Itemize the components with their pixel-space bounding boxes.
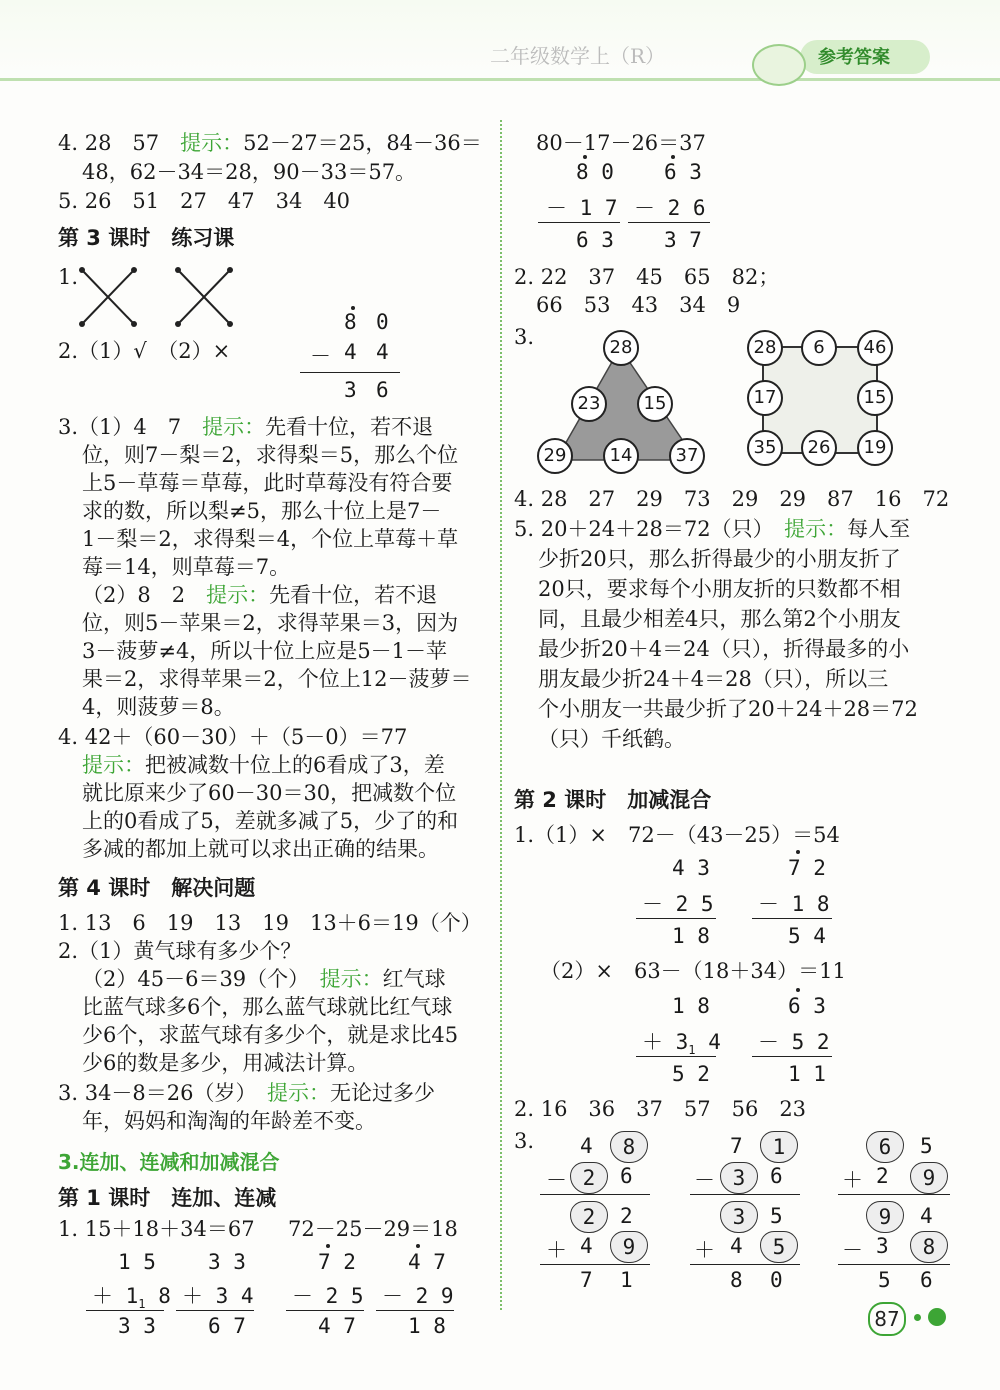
sq-node: 17 [747, 380, 783, 416]
calc-rule [176, 1310, 254, 1311]
m2: （2）× 63－（18＋34）＝11 [540, 959, 846, 983]
v80-tens: 8 [344, 310, 357, 334]
hB-digit: 5 [770, 1204, 783, 1228]
hB-digit: 8 [730, 1268, 743, 1292]
m1b-r2: － 1 8 [758, 892, 830, 916]
calc-rule [752, 918, 832, 919]
hA-digit: 7 [580, 1268, 593, 1292]
q4-line: 多减的都加上就可以求出正确的结果。 [82, 837, 439, 861]
cb-r1: 3 3 [208, 1250, 246, 1274]
heart-icon: 3 [720, 1162, 758, 1194]
sq-node: 6 [801, 330, 837, 366]
borrow-dot [326, 1244, 330, 1248]
e1: 1. 15＋18＋34＝67 [58, 1217, 255, 1241]
m1b-r1: 7 2 [788, 856, 826, 880]
heart-icon: 9 [610, 1231, 648, 1263]
hA-digit: 4 [580, 1134, 593, 1158]
calc-rule [838, 1264, 950, 1265]
q3-line: 3－菠萝≠4，所以十位上应是5－1－苹 [82, 639, 448, 663]
e2: 72－25－29＝18 [288, 1217, 458, 1241]
m2a-r2: ＋ $3_1$ 4 [642, 1030, 721, 1058]
hB-digit: 7 [730, 1134, 743, 1158]
hB-op: ＋ [694, 1238, 715, 1262]
v36-ones: 6 [376, 378, 389, 402]
r5: 5. 20＋24＋28＝72（只） 提示：每人至 [514, 517, 911, 541]
section-3-heading: 3.连加、连减和加减混合 [58, 1150, 280, 1174]
v44-op: － [310, 344, 331, 368]
s-line: 比蓝气球多6个，那么蓝气球就比红气球 [82, 995, 453, 1019]
borrow-dot [796, 988, 800, 992]
s1: 1. 13 6 19 13 19 13＋6＝19（个） [58, 911, 482, 935]
hB-op: － [694, 1168, 715, 1192]
m2a-r1: 1 8 [672, 994, 710, 1018]
v80-ones: 0 [376, 310, 389, 334]
q3-1: 3.（1）4 7 提示：先看十位，若不退 [58, 415, 434, 439]
calc-rule [86, 1310, 164, 1311]
heart-icon: 9 [866, 1201, 904, 1233]
answer-badge-label: 参考答案 [818, 47, 890, 68]
calc-rule [636, 1056, 716, 1057]
calc-rule [540, 1194, 650, 1195]
sq-node: 46 [857, 330, 893, 366]
q2-answer: 2.（1）√ （2）× [58, 339, 231, 363]
calc-rule [538, 222, 620, 223]
s7: 3. 34－8＝26（岁） 提示：无论过多少 [58, 1081, 436, 1105]
s2: 2.（1）黄气球有多少个？ [58, 939, 302, 963]
borrow-dot [796, 850, 800, 854]
q4: 4. 42＋（60－30）＋（5－0）＝77 [58, 725, 408, 749]
heart-icon: 2 [570, 1201, 608, 1233]
r-line: 20只，要求每个小朋友折的只数都不相 [538, 577, 901, 601]
m1a-r1: 4 3 [672, 856, 710, 880]
q3-line: 果＝2，求得苹果＝2，个位上12－菠萝＝ [82, 667, 472, 691]
hA-digit: 6 [620, 1164, 633, 1188]
tri-node: 23 [571, 386, 607, 422]
s3: （2）45－6＝39（个） 提示：红气球 [82, 967, 446, 991]
q1-label: 1. [58, 265, 79, 289]
v2-r3: 3 7 [664, 228, 702, 252]
hC-digit: 5 [878, 1268, 891, 1292]
q3-line: 莓＝14，则草莓＝7。 [82, 555, 291, 579]
r2a: 2. 22 37 45 65 82； [514, 265, 780, 289]
faded-title: 二年级数学上（R） [490, 44, 666, 68]
q4-hint: 提示：把被减数十位上的6看成了3，差 [82, 753, 445, 777]
q3-2: （2）8 2 提示：先看十位，若不退 [82, 583, 438, 607]
q3-line: 位，则5－苹果＝2，求得苹果＝3，因为 [82, 611, 459, 635]
m2b-r1: 6 3 [788, 994, 826, 1018]
q3-line: 求的数，所以梨≠5，那么十位上是7－ [82, 499, 442, 523]
cb-r2: ＋ 3 4 [182, 1284, 254, 1308]
page-number: 87 [868, 1302, 906, 1336]
ca-r3: 3 3 [118, 1314, 156, 1338]
sq-node: 28 [747, 330, 783, 366]
header-rule [0, 78, 1000, 81]
r-line: 少折20只，那么折得最少的小朋友折了 [538, 547, 901, 571]
q4-line: 就比原来少了60－30＝30，把减数个位 [82, 781, 457, 805]
calc-rule [286, 1310, 364, 1311]
s-line: 年，妈妈和淘淘的年龄差不变。 [82, 1109, 376, 1133]
q3-line: 上5－草莓＝草莓，此时草莓没有符合要 [82, 471, 453, 495]
cd-r1: 4 7 [408, 1250, 446, 1274]
lesson-1-heading: 第 1 课时 连加、连减 [58, 1186, 277, 1210]
tri-node: 37 [669, 438, 705, 474]
q3-line: 位，则7－梨＝2，求得梨＝5，那么个位 [82, 443, 459, 467]
calc-rule [838, 1194, 950, 1195]
hC-digit: 6 [920, 1268, 933, 1292]
tri-node: 15 [637, 386, 673, 422]
page-dot-icon [928, 1308, 946, 1326]
cb-r3: 6 7 [208, 1314, 246, 1338]
matching-lines [78, 266, 238, 328]
heart-icon: 8 [910, 1231, 948, 1263]
m1a-r3: 1 8 [672, 924, 710, 948]
column-divider [500, 120, 502, 1310]
q3-line: 4，则菠萝＝8。 [82, 695, 235, 719]
r-line: 朋友最少折24＋4＝28（只），所以三 [538, 667, 889, 691]
calc-rule [300, 372, 400, 373]
hA-op: － [546, 1168, 567, 1192]
hA-digit: 4 [580, 1234, 593, 1258]
v44-ones: 4 [376, 340, 389, 364]
sq-node: 15 [857, 380, 893, 416]
heart-icon: 2 [570, 1162, 608, 1194]
heart-icon: 9 [910, 1162, 948, 1194]
n3-label: 3. [514, 1129, 535, 1153]
v36-tens: 3 [344, 378, 357, 402]
heart-icon: 3 [720, 1201, 758, 1233]
sq-node: 26 [801, 430, 837, 466]
calc-rule [690, 1264, 800, 1265]
sq-node: 35 [747, 430, 783, 466]
borrow-dot [583, 155, 587, 159]
lesson-3-heading: 第 3 课时 练习课 [58, 226, 235, 250]
lesson-2-heading: 第 2 课时 加减混合 [514, 788, 712, 812]
tri-node: 29 [537, 438, 573, 474]
q4-line: 上的0看成了5，差就多减了5，少了的和 [82, 809, 459, 833]
m1a-r2: － 2 5 [642, 892, 714, 916]
ca-r1: 1 5 [118, 1250, 156, 1274]
heart-icon: 5 [760, 1231, 798, 1263]
heart-icon: 8 [610, 1131, 648, 1163]
s-line: 少6个，求蓝气球有多少个，就是求比45 [82, 1023, 459, 1047]
n2: 2. 16 36 37 57 56 23 [514, 1097, 807, 1121]
r3-label: 3. [514, 325, 535, 349]
q3-line: 1－梨＝2，求得梨＝4，个位上草莓＋草 [82, 527, 459, 551]
v1-r3: 6 3 [576, 228, 614, 252]
hB-digit: 6 [770, 1164, 783, 1188]
lesson-4-heading: 第 4 课时 解决问题 [58, 876, 256, 900]
hC-op: ＋ [842, 1168, 863, 1192]
tri-node: 28 [603, 330, 639, 366]
m1b-r3: 5 4 [788, 924, 826, 948]
calc-rule [376, 1310, 454, 1311]
cd-r3: 1 8 [408, 1314, 446, 1338]
ca-r2: ＋ $1_1$ 8 [92, 1284, 171, 1312]
r-line: 同，且最少相差4只，那么第2个小朋友 [538, 607, 901, 631]
r4: 4. 28 27 29 73 29 29 87 16 72 [514, 487, 950, 511]
v2-r2: － 2 6 [634, 196, 706, 220]
r1: 80－17－26＝37 [536, 131, 706, 155]
mascot-icon [752, 44, 806, 86]
hC-digit: 2 [876, 1164, 889, 1188]
calc-rule [636, 918, 716, 919]
borrow-dot [416, 1244, 420, 1248]
hA-digit: 1 [620, 1268, 633, 1292]
hB-digit: 0 [770, 1268, 783, 1292]
m2b-r3: 1 1 [788, 1062, 826, 1086]
m2a-r3: 5 2 [672, 1062, 710, 1086]
v2-r1: 6 3 [664, 160, 702, 184]
sq-node: 19 [857, 430, 893, 466]
cc-r1: 7 2 [318, 1250, 356, 1274]
r-line: 个小朋友一共最少折了20＋24＋28＝72 [538, 697, 918, 721]
hB-digit: 4 [730, 1234, 743, 1258]
r-line: （只）千纸鹤。 [538, 727, 685, 751]
calc-rule [690, 1194, 800, 1195]
answer-4: 4. 28 57 提示：52－27＝25，84－36＝ [58, 131, 482, 155]
answer-4-cont: 48，62－34＝28，90－33＝57。 [82, 160, 417, 184]
cd-r2: － 2 9 [382, 1284, 454, 1308]
hC-digit: 5 [920, 1134, 933, 1158]
v1-r2: － 1 7 [546, 196, 618, 220]
hA-op: ＋ [546, 1238, 567, 1262]
r2b: 66 53 43 34 9 [536, 293, 741, 317]
tri-node: 14 [603, 438, 639, 474]
m2b-r2: － 5 2 [758, 1030, 830, 1054]
r-line: 最少折20＋4＝24（只），折得最多的小 [538, 637, 910, 661]
borrow-dot [671, 155, 675, 159]
page-dot-icon [914, 1314, 921, 1321]
hC-digit: 4 [920, 1204, 933, 1228]
hA-digit: 2 [620, 1204, 633, 1228]
cc-r3: 4 7 [318, 1314, 356, 1338]
heart-icon: 1 [760, 1131, 798, 1163]
heart-icon: 6 [866, 1131, 904, 1163]
calc-rule [540, 1264, 650, 1265]
m1: 1.（1）× 72－（43－25）＝54 [514, 823, 840, 847]
calc-rule [752, 1056, 832, 1057]
calc-rule [628, 222, 710, 223]
hC-op: － [842, 1238, 863, 1262]
v1-r1: 8 0 [576, 160, 614, 184]
cc-r2: － 2 5 [292, 1284, 364, 1308]
answer-5: 5. 26 51 27 47 34 40 [58, 189, 351, 213]
hC-digit: 3 [876, 1234, 889, 1258]
s-line: 少6的数是多少，用减法计算。 [82, 1051, 369, 1075]
v44-tens: 4 [344, 340, 357, 364]
